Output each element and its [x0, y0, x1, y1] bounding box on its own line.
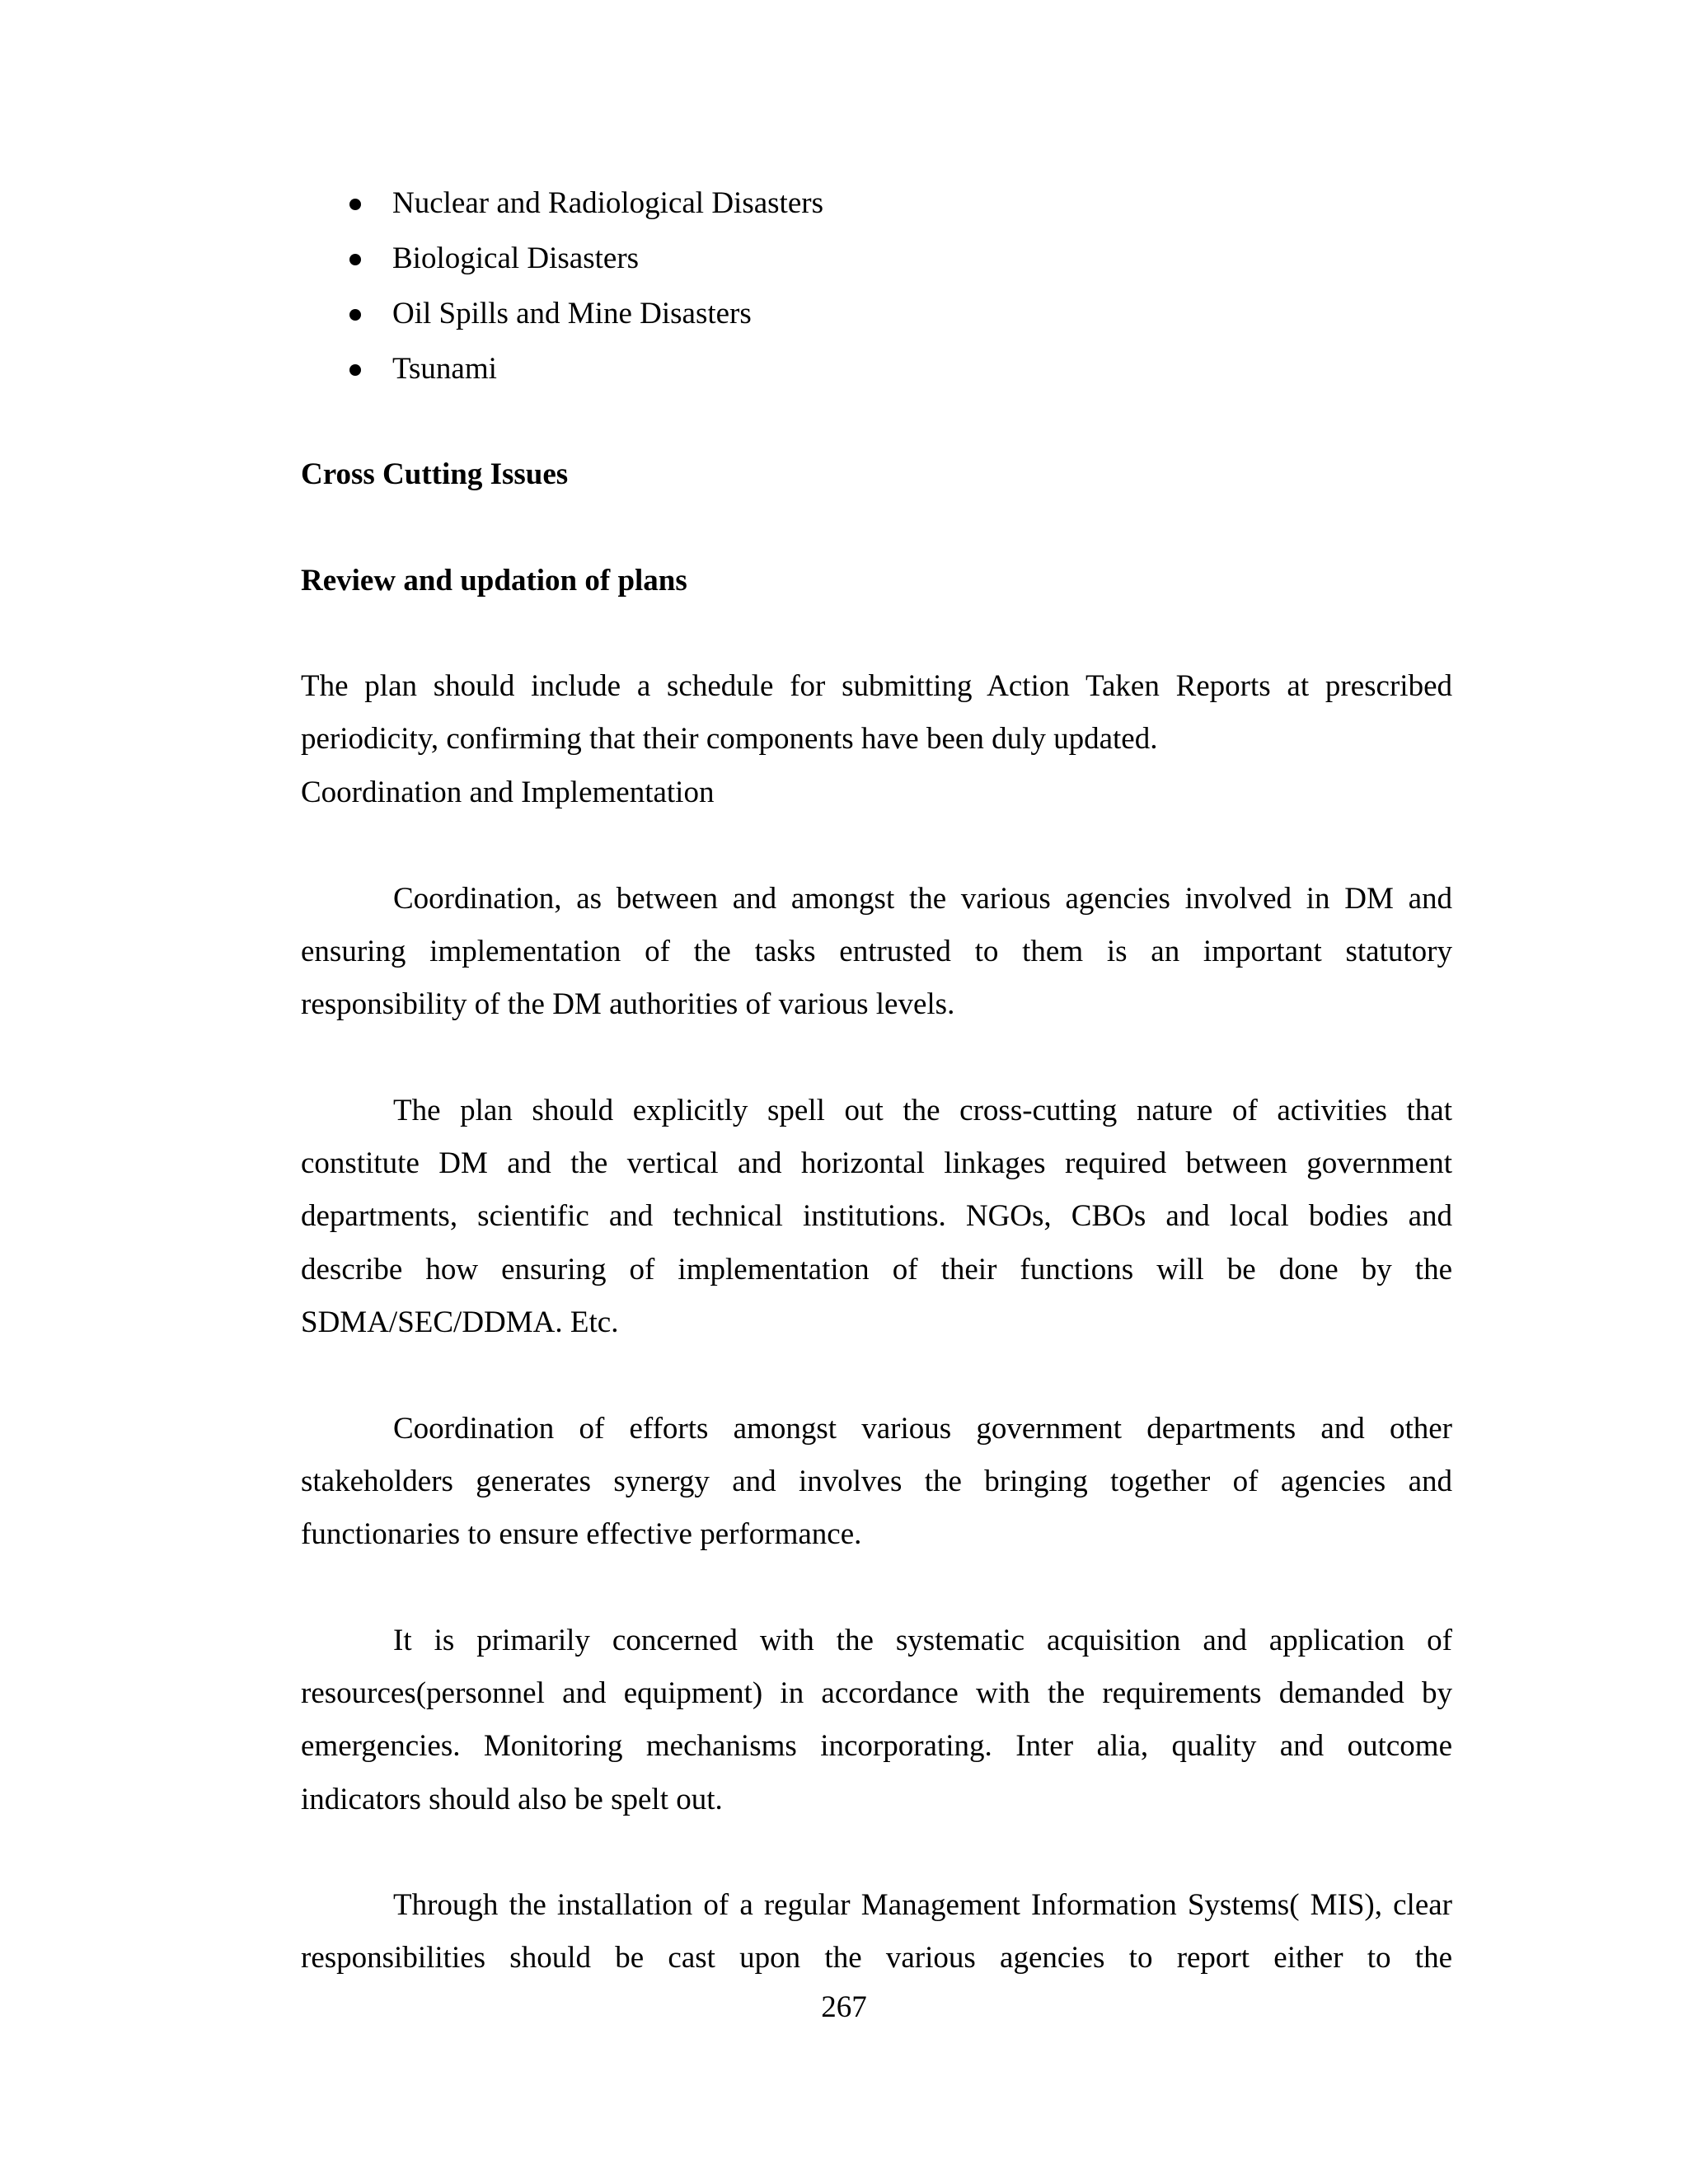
bullet-icon	[349, 309, 361, 321]
paragraph-line: constitute DM and the vertical and horizontal linkages required between government	[301, 1146, 1452, 1181]
paragraph-line: ensuring implementation of the tasks entrusted to them is an important statutory	[301, 935, 1452, 969]
bullet-item: Tsunami	[392, 352, 497, 386]
paragraph-line: emergencies. Monitoring mechanisms incorporating. Inter alia, quality and outcome	[301, 1729, 1452, 1764]
paragraph-line: The plan should explicitly spell out the cross-cutting nature of activities that	[393, 1094, 1452, 1127]
paragraph-coordination	[301, 873, 1452, 1032]
bullet-item: Nuclear and Radiological Disasters	[392, 186, 823, 220]
paragraph-line: The plan should include a schedule for submitting Action Taken Reports at prescribed	[301, 669, 1452, 703]
heading-review-updation: Review and updation of plans	[301, 564, 687, 598]
paragraph-line: indicators should also be spelt out.	[301, 1782, 723, 1816]
paragraph-mis	[301, 1879, 1452, 1985]
paragraph-line: Coordination, as between and amongst the various agencies involved in DM and	[393, 882, 1452, 916]
paragraph-line: resources(personnel and equipment) in accordance with the requirements demanded by	[301, 1676, 1452, 1711]
paragraph-resource-acquisition	[301, 1615, 1452, 1826]
paragraph-cross-cutting-nature	[301, 1085, 1452, 1349]
paragraph-line: periodicity, confirming that their components have been duly updated.	[301, 722, 1158, 757]
paragraph-action-taken-reports	[301, 660, 1452, 766]
paragraph-coordination-efforts	[301, 1403, 1452, 1562]
bullet-item: Oil Spills and Mine Disasters	[392, 297, 752, 330]
paragraph-line: It is primarily concerned with the systematic acquisition and application of	[393, 1624, 1452, 1657]
paragraph-line: Coordination of efforts amongst various government departments and other	[393, 1412, 1452, 1446]
page-number: 267	[821, 1990, 867, 2024]
bullet-icon	[349, 364, 361, 376]
subheading-coordination-implementation: Coordination and Implementation	[301, 776, 715, 809]
heading-cross-cutting-issues: Cross Cutting Issues	[301, 457, 569, 491]
paragraph-line: stakeholders generates synergy and involves the bringing together of agencies and	[301, 1465, 1452, 1499]
paragraph-line: functionaries to ensure effective performance.	[301, 1517, 862, 1552]
paragraph-line: Through the installation of a regular Management Information Systems( MIS), clear	[393, 1888, 1452, 1922]
paragraph-line: responsibilities should be cast upon the various agencies to report either to the	[301, 1941, 1452, 1975]
paragraph-line: responsibility of the DM authorities of various levels.	[301, 987, 955, 1022]
bullet-item: Biological Disasters	[392, 241, 640, 275]
bullet-icon	[349, 199, 361, 210]
paragraph-line: SDMA/SEC/DDMA. Etc.	[301, 1305, 619, 1339]
paragraph-line: describe how ensuring of implementation of their functions will be done by the	[301, 1252, 1452, 1286]
bullet-icon	[349, 254, 361, 265]
paragraph-line: departments, scientific and technical institutions. NGOs, CBOs and local bodies and	[301, 1199, 1452, 1234]
